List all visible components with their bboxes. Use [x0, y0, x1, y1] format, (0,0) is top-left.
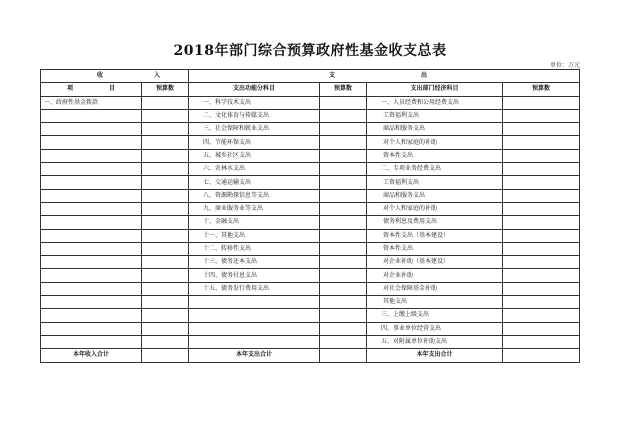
item-header: [41, 83, 142, 96]
func-item-cell: [189, 335, 320, 348]
func-item-cell: 十三、债务还本支出: [189, 256, 320, 269]
income-budget-cell: [142, 163, 189, 176]
econ-budget-cell: [503, 229, 580, 242]
income-item-cell: [41, 149, 142, 162]
func-item-cell: [189, 309, 320, 322]
econ-item-cell: 四、事业单位经营支出: [367, 322, 503, 335]
table-row: [41, 269, 580, 282]
budget-header-1: 预算数: [142, 83, 189, 96]
item-header-left: 项: [67, 85, 74, 93]
page-title: 2018年部门综合预算政府性基金收支总表: [173, 43, 447, 59]
table-row: [41, 189, 580, 202]
header-row-1: [41, 70, 580, 83]
econ-item-cell: 一、人员经费和公用经费支出: [367, 96, 503, 109]
econ-budget-cell: [503, 123, 580, 136]
func-budget-cell: [320, 149, 367, 162]
table-row: [41, 216, 580, 229]
econ-budget-cell: [503, 282, 580, 295]
econ-budget-cell: [503, 309, 580, 322]
econ-budget-cell: [503, 189, 580, 202]
income-budget-cell: [142, 256, 189, 269]
econ-item-cell: 对个人和家庭的补助: [367, 202, 503, 215]
budget-table: [40, 69, 580, 363]
expense-header-left: 支: [329, 72, 336, 80]
econ-item-cell: 资本性支出: [367, 149, 503, 162]
income-budget-cell: [142, 123, 189, 136]
func-item-cell: 十、金融支出: [189, 216, 320, 229]
table-row: [41, 202, 580, 215]
income-item-cell: [41, 309, 142, 322]
income-item-cell: [41, 202, 142, 215]
table-row: [41, 136, 580, 149]
income-item-cell: [41, 335, 142, 348]
func-item-cell: 十四、债务付息支出: [189, 269, 320, 282]
income-item-cell: [41, 322, 142, 335]
item-header-right: 目: [108, 85, 115, 93]
table-row: [41, 149, 580, 162]
totals-row: [41, 349, 580, 362]
econ-budget-cell: [503, 335, 580, 348]
income-item-cell: 一、政府性基金拨款: [41, 96, 142, 109]
income-header-right: 入: [153, 72, 160, 80]
income-budget-cell: [142, 216, 189, 229]
func-item-cell: 七、交通运输支出: [189, 176, 320, 189]
func-budget-cell: [320, 96, 367, 109]
income-budget-cell: [142, 269, 189, 282]
table-row: [41, 96, 580, 109]
econ-budget-cell: [503, 109, 580, 122]
func-budget-cell: [320, 216, 367, 229]
func-budget-cell: [320, 136, 367, 149]
income-item-cell: [41, 109, 142, 122]
table-row: [41, 309, 580, 322]
func-budget-cell: [320, 296, 367, 309]
econ-item-cell: 工资福利支出: [367, 109, 503, 122]
func-header: 支出功能分科目: [189, 83, 320, 96]
func-budget-cell: [320, 202, 367, 215]
income-item-cell: [41, 256, 142, 269]
income-budget-cell: [142, 176, 189, 189]
income-budget-cell: [142, 309, 189, 322]
func-budget-cell: [320, 189, 367, 202]
func-budget-cell: [320, 229, 367, 242]
income-budget-cell: [142, 136, 189, 149]
econ-budget-cell: [503, 256, 580, 269]
func-item-cell: 八、资源勘探信息等支出: [189, 189, 320, 202]
econ-budget-cell: [503, 296, 580, 309]
func-item-cell: 十一、其他支出: [189, 229, 320, 242]
table-row: [41, 242, 580, 255]
func-item-cell: 一、科学技术支出: [189, 96, 320, 109]
econ-item-cell: 五、对附属单位补助支出: [367, 335, 503, 348]
func-item-cell: [189, 322, 320, 335]
income-item-cell: [41, 123, 142, 136]
income-item-cell: [41, 296, 142, 309]
econ-budget-cell: [503, 176, 580, 189]
income-item-cell: [41, 163, 142, 176]
func-budget-cell: [320, 309, 367, 322]
income-budget-cell: [142, 242, 189, 255]
func-item-cell: [189, 296, 320, 309]
func-budget-cell: [320, 242, 367, 255]
econ-item-cell: 三、上缴上级支出: [367, 309, 503, 322]
income-header-left: 收: [97, 72, 104, 80]
budget-header-3: 预算数: [503, 83, 580, 96]
income-budget-cell: [142, 202, 189, 215]
income-total-value: [142, 349, 189, 362]
econ-total-value: [503, 349, 580, 362]
income-item-cell: [41, 282, 142, 295]
econ-budget-cell: [503, 149, 580, 162]
func-budget-cell: [320, 269, 367, 282]
income-budget-cell: [142, 96, 189, 109]
econ-item-cell: 债务利息及费用支出: [367, 216, 503, 229]
income-budget-cell: [142, 282, 189, 295]
income-budget-cell: [142, 229, 189, 242]
expense-header: [189, 70, 580, 83]
func-item-cell: 三、社会保障和就业支出: [189, 123, 320, 136]
econ-item-cell: 工资福利支出: [367, 176, 503, 189]
header-row-2: [41, 83, 580, 96]
econ-header: 支出部门经济科目: [367, 83, 503, 96]
func-item-cell: 五、城乡社区支出: [189, 149, 320, 162]
income-budget-cell: [142, 322, 189, 335]
func-budget-cell: [320, 282, 367, 295]
table-row: [41, 322, 580, 335]
func-item-cell: 二、文化体育与传媒支出: [189, 109, 320, 122]
income-budget-cell: [142, 189, 189, 202]
econ-item-cell: 商品和服务支出: [367, 189, 503, 202]
econ-budget-cell: [503, 202, 580, 215]
func-item-cell: 九、商业服务业等支出: [189, 202, 320, 215]
func-budget-cell: [320, 335, 367, 348]
func-item-cell: 四、节能环保支出: [189, 136, 320, 149]
econ-item-cell: 对个人和家庭的补助: [367, 136, 503, 149]
func-budget-cell: [320, 322, 367, 335]
unit-label: 单位：万元: [549, 62, 580, 69]
budget-header-2: 预算数: [320, 83, 367, 96]
econ-item-cell: 其他支出: [367, 296, 503, 309]
income-total-label: 本年收入合计: [41, 349, 142, 362]
func-budget-cell: [320, 256, 367, 269]
func-budget-cell: [320, 123, 367, 136]
income-item-cell: [41, 136, 142, 149]
table-row: [41, 335, 580, 348]
income-item-cell: [41, 229, 142, 242]
income-budget-cell: [142, 149, 189, 162]
income-budget-cell: [142, 109, 189, 122]
income-item-cell: [41, 189, 142, 202]
table-row: [41, 296, 580, 309]
econ-item-cell: 资本性支出: [367, 242, 503, 255]
econ-item-cell: 资本性支出（基本建设）: [367, 229, 503, 242]
econ-item-cell: 商品和服务支出: [367, 123, 503, 136]
income-header: [41, 70, 189, 83]
income-item-cell: [41, 216, 142, 229]
func-total-value: [320, 349, 367, 362]
func-item-cell: 十五、债务发行费用支出: [189, 282, 320, 295]
table-row: [41, 229, 580, 242]
income-item-cell: [41, 269, 142, 282]
econ-item-cell: 对企业补助: [367, 269, 503, 282]
func-item-cell: 六、农林水支出: [189, 163, 320, 176]
func-total-label: 本年支出合计: [189, 349, 320, 362]
table-row: [41, 123, 580, 136]
econ-budget-cell: [503, 322, 580, 335]
func-item-cell: 十二、转移性支出: [189, 242, 320, 255]
func-budget-cell: [320, 176, 367, 189]
econ-item-cell: 对企业补助（基本建设）: [367, 256, 503, 269]
econ-item-cell: 二、专项业务经费支出: [367, 163, 503, 176]
econ-budget-cell: [503, 163, 580, 176]
econ-budget-cell: [503, 269, 580, 282]
table-row: [41, 163, 580, 176]
table-row: [41, 176, 580, 189]
table-row: [41, 256, 580, 269]
func-budget-cell: [320, 109, 367, 122]
econ-budget-cell: [503, 136, 580, 149]
income-item-cell: [41, 242, 142, 255]
econ-budget-cell: [503, 242, 580, 255]
econ-total-label: 本年支出合计: [367, 349, 503, 362]
table-row: [41, 109, 580, 122]
expense-header-right: 出: [421, 72, 428, 80]
table-row: [41, 282, 580, 295]
econ-item-cell: 对社会保障基金补助: [367, 282, 503, 295]
income-budget-cell: [142, 335, 189, 348]
income-budget-cell: [142, 296, 189, 309]
income-item-cell: [41, 176, 142, 189]
econ-budget-cell: [503, 216, 580, 229]
econ-budget-cell: [503, 96, 580, 109]
func-budget-cell: [320, 163, 367, 176]
